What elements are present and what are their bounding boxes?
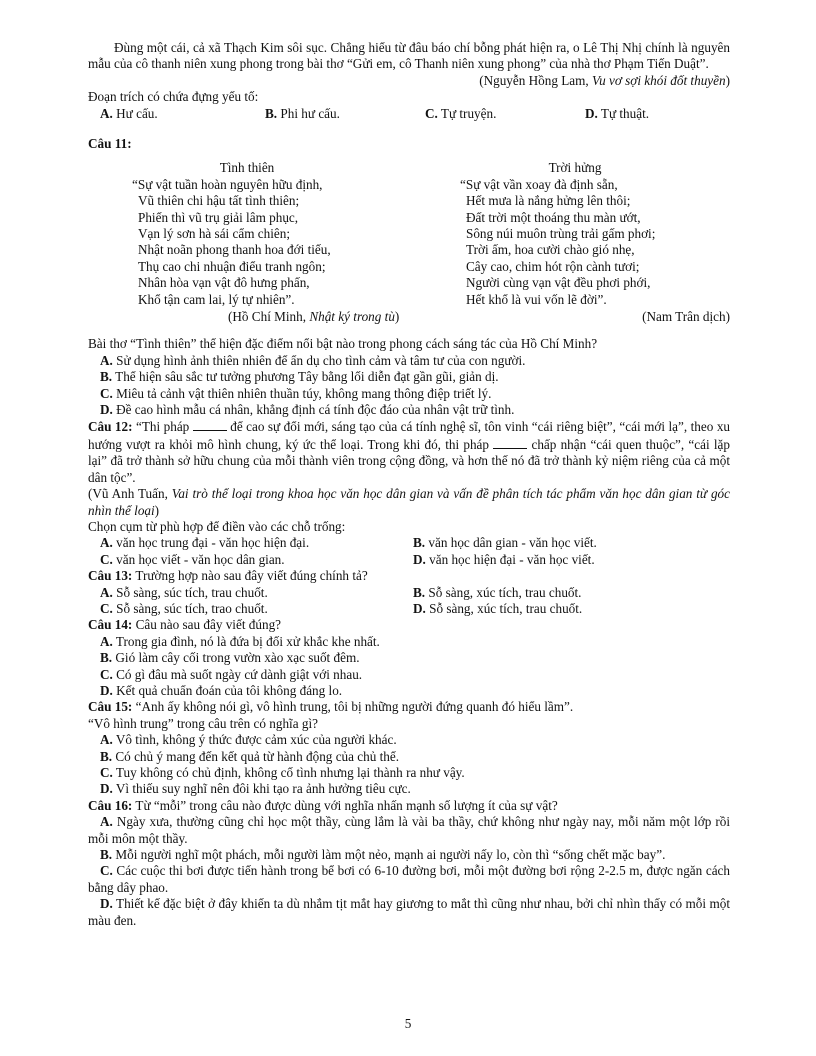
question-13-options-row-2 — [88, 601, 730, 617]
poem-line: Hết khổ là vui vốn lẽ đời”. — [466, 291, 607, 307]
poem-line: Đất trời một thoáng thu màn ướt, — [466, 209, 641, 225]
option-c[interactable]: C. Có gì đâu mà suốt ngày cứ dành giật với nhau. — [100, 666, 363, 682]
question-12-source: (Vũ Anh Tuấn, Vai trò thể loại trong khoa học văn học dân gian và vấn đề phân tích tác phẩm văn học dân gian từ góc nhìn thể loại) — [88, 486, 730, 518]
option-b[interactable]: B. Có chủ ý mang đến kết quả từ hành động của chủ thể. — [100, 748, 400, 764]
question-14-text: Câu 14: Câu nào sau đây viết đúng? — [88, 617, 282, 633]
document-page — [88, 40, 730, 929]
poem-line: Người cùng vạn vật đều phơi phới, — [466, 275, 651, 291]
question-15-prompt: “Vô hình trung” trong câu trên có nghĩa gì? — [88, 715, 318, 731]
poem-line: “Sự vật tuần hoàn nguyên hữu định, — [132, 176, 323, 192]
option-b[interactable]: B. Thể hiện sâu sắc tư tưởng phương Tây bằng lối diễn đạt gần gũi, giản dị. — [100, 369, 499, 385]
option-a[interactable]: A. Hư cấu. — [100, 105, 158, 121]
option-c[interactable]: C. Miêu tả cảnh vật thiên nhiên thuần túy, không mang thông điệp triết lý. — [100, 385, 492, 401]
option-d[interactable]: D. văn học hiện đại - văn học viết. — [413, 551, 595, 567]
intro-source: (Nguyễn Hồng Lam, Vu vơ sợi khói đốt thuyền) — [479, 72, 730, 88]
poem-line: Nhân hòa vạn vật đô hưng phấn, — [138, 275, 310, 291]
poem-right-source: (Nam Trân dịch) — [642, 309, 730, 325]
question-13-options-row-1 — [88, 585, 730, 601]
option-c[interactable]: C. Tự truyện. — [425, 105, 497, 121]
option-a[interactable]: A. Trong gia đình, nó là đứa bị đối xử khắc khe nhất. — [100, 633, 380, 649]
poem-line: Trời ấm, hoa cười chào gió nhẹ, — [466, 242, 635, 258]
page-number: 5 — [404, 1016, 412, 1031]
poem-troi-hung — [460, 160, 690, 308]
option-d[interactable]: D. Thiết kế đặc biệt ở đây khiến ta dù nhắm tịt mắt hay giương to mắt thì cũng như nhau, bởi chỉ nhìn thấy có mỗi một màu đen. — [88, 896, 730, 928]
fill-blank — [193, 418, 227, 431]
intro-paragraph: Đùng một cái, cả xã Thạch Kim sôi sục. Chẳng hiểu từ đâu báo chí bỗng phát hiện ra, o Lê Thị Nhị chính là nguyên mẫu của cô thanh niên xung phong trong bài thơ “Gửi em, cô Thanh niên xung phong” của nhà thơ Phạm Tiến Duật”. — [88, 40, 730, 72]
option-d[interactable]: D. Sỗ sàng, xúc tích, trau chuốt. — [413, 600, 583, 616]
poem-line: Khổ tận cam lai, lý tự nhiên”. — [138, 291, 295, 307]
poem-line: Cây cao, chim hót rộn cành tươi; — [466, 258, 640, 274]
question-11-label: Câu 11: — [88, 136, 132, 152]
question-12-options-row-1 — [88, 535, 730, 551]
option-b[interactable]: B. Gió làm cây cối trong vườn xào xạc suốt đêm. — [100, 650, 360, 666]
option-d[interactable]: D. Vì thiếu suy nghĩ nên đôi khi tạo ra ảnh hưởng tiêu cực. — [100, 781, 411, 797]
option-d[interactable]: D. Đề cao hình mẫu cá nhân, khẳng định cá tính độc đáo của nhân vật trữ tình. — [100, 402, 515, 418]
option-c[interactable]: C. văn học viết - văn học dân gian. — [100, 551, 285, 567]
poem-line: Nhật noãn phong thanh hoa đới tiếu, — [138, 242, 331, 258]
option-d[interactable]: D. Tự thuật. — [585, 105, 650, 121]
option-a[interactable]: A. Ngày xưa, thường cũng chỉ học một thầy, cùng lắm là vài ba thầy, chứ không như ngày nay, mỗi năm một lớp rồi mỗi môn một thầy. — [88, 814, 730, 846]
option-c[interactable]: C. Các cuộc thi bơi được tiến hành trong bể bơi có 6-10 đường bơi, mỗi một đường bơi rộng 2-2.5 m, được ngăn cách bằng dây phao. — [88, 863, 730, 895]
poem-line: “Sự vật vần xoay đà định sẵn, — [460, 176, 618, 192]
option-c[interactable]: C. Tuy không có chủ định, không cố tình nhưng lại thành ra như vậy. — [100, 765, 465, 780]
question-12-text: Câu 12: “Thi pháp để cao sự đổi mới, sáng tạo của cá tính nghệ sĩ, tôn vinh “cái riêng biệt”, “cái mới lạ”, theo xu hướng vượt ra khỏi mô hình chung, ký ức thể loại. Trong khi đó, thi pháp chấp nhận “cái quen thuộc”, “cái lặp lại” đã trở thành sở hữu chung của mỗi thành viên trong cộng đồng, và hơn thế nó đã trở thành kỷ niệm riêng của cả một dân tộc”. — [88, 419, 731, 485]
poem-line: Thụ cao chi nhuận điểu tranh ngôn; — [138, 258, 326, 274]
poem-line: Vũ thiên chi hậu tất tình thiên; — [138, 193, 300, 209]
option-a[interactable]: A. văn học trung đại - văn học hiện đại. — [100, 535, 310, 551]
question-15-text: Câu 15: “Anh ấy không nói gì, vô hình trung, tôi bị những người đứng quanh đó hiểu lầm”. — [88, 699, 574, 715]
fill-blank — [493, 436, 527, 449]
question-16-text: Câu 16: Từ “mỗi” trong câu nào được dùng với nghĩa nhấn mạnh số lượng ít của sự vật? — [88, 797, 558, 813]
option-a[interactable]: A. Sử dụng hình ảnh thiên nhiên để ẩn dụ cho tình cảm và tâm tư của con người. — [100, 352, 526, 368]
option-a[interactable]: A. Vô tình, không ý thức được cảm xúc của người khác. — [100, 732, 397, 748]
poem-line: Phiến thì vũ trụ giải lâm phục, — [138, 209, 299, 225]
question-13-text: Câu 13: Trường hợp nào sau đây viết đúng chính tả? — [88, 568, 368, 584]
option-d[interactable]: D. Kết quả chuẩn đoán của tôi không đáng lo. — [100, 682, 343, 698]
poem-line: Vạn lý sơn hà sái cẩm chiên; — [138, 226, 290, 242]
poem-title: Tình thiên — [219, 160, 275, 176]
poem-tinh-thien — [132, 160, 362, 308]
poem-line: Hết mưa là nắng hửng lên thôi; — [466, 193, 631, 209]
question-12-options-row-2 — [88, 552, 730, 568]
poem-line: Sông núi muôn trùng trải gấm phơi; — [466, 226, 656, 242]
option-b[interactable]: B. Sỗ sàng, xúc tích, trau chuốt. — [413, 584, 582, 600]
question-12-prompt: Chọn cụm từ phù hợp để điền vào các chỗ trống: — [88, 518, 346, 534]
option-b[interactable]: B. văn học dân gian - văn học viết. — [413, 535, 597, 551]
option-c[interactable]: C. Sỗ sàng, súc tích, trao chuốt. — [100, 600, 268, 616]
intro-question: Đoạn trích có chứa đựng yếu tố: — [88, 89, 259, 105]
option-a[interactable]: A. Sỗ sàng, súc tích, trau chuốt. — [100, 584, 268, 600]
option-b[interactable]: B. Mỗi người nghĩ một phách, mỗi người làm một nẻo, mạnh ai người nấy lo, còn thì “sống chết mặc bay”. — [100, 847, 666, 863]
intro-options — [88, 106, 730, 122]
poem-block — [88, 160, 730, 336]
question-11-text: Bài thơ “Tình thiên” thể hiện đặc điểm nổi bật nào trong phong cách sáng tác của Hồ Chí Minh? — [88, 336, 598, 352]
option-b[interactable]: B. Phi hư cấu. — [265, 105, 340, 121]
poem-title: Trời hửng — [548, 160, 602, 176]
poem-left-source: (Hồ Chí Minh, Nhật ký trong tù) — [228, 309, 400, 325]
